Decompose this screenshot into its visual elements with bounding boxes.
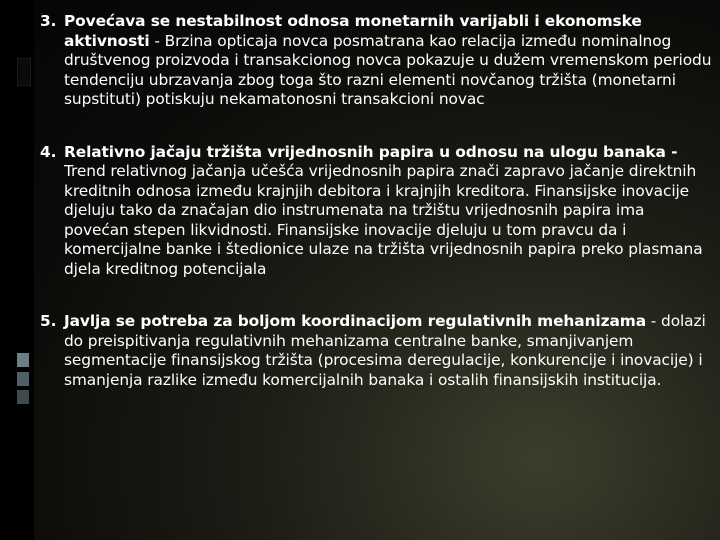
- item-body: - dolazi do preispitivanja regulativnih mehanizama centralne banke, smanjivanjem segmentacije finansijskog tržišta (procesima deregulacije, konkurencije i inovacije) i smanjenja razlike između komercijalnih banaka i ostalih finansijskih institucija.: [64, 312, 706, 389]
- left-decoration-strip: [0, 0, 34, 540]
- item-heading: Povećava se nestabilnost odnosa monetarnih varijabli i ekonomske aktivnosti: [64, 12, 642, 50]
- decorative-square: [17, 58, 31, 86]
- slide-content: [40, 12, 712, 536]
- list-item: [40, 12, 712, 110]
- item-heading: Relativno jačaju tržišta vrijednosnih papira u odnosu na ulogu banaka -: [64, 142, 678, 161]
- item-number: 4.: [40, 142, 57, 161]
- item-number: 3.: [40, 12, 57, 30]
- list-item: [40, 143, 712, 280]
- item-body: - Brzina opticaja novca posmatrana kao relacija između nominalnog društvenog proizvoda i transakcionog novca pokazuje u dužem vremenskom periodu tendenciju ubrzavanja zbog toga što razni elementi novčanog tržišta (monetarni supstituti) potiskuju nekamatonosni transakcioni novac: [64, 31, 712, 108]
- item-body: Trend relativnog jačanja učešća vrijednosnih papira znači zapravo jačanje direktnih kreditnih odnosa između krajnjih debitora i krajnjih kreditora. Finansijske inovacije djeluju tako da značajan dio instrumenata na tržištu vrijednosnih papira ima povećan stepen likvidnosti. Finansijske inovacije djeluju u tom pravcu da i komercijalne banke i štedionice ulaze na tržišta vrijednosnih papira preko plasmana djela kreditnog potencijala: [64, 162, 703, 278]
- decorative-square: [17, 353, 29, 367]
- item-heading: Javlja se potreba za boljom koordinacijom regulativnih mehanizama: [64, 312, 646, 330]
- decorative-square: [17, 390, 29, 404]
- list-item: [40, 312, 712, 390]
- decorative-square: [17, 372, 29, 386]
- item-number: 5.: [40, 312, 57, 330]
